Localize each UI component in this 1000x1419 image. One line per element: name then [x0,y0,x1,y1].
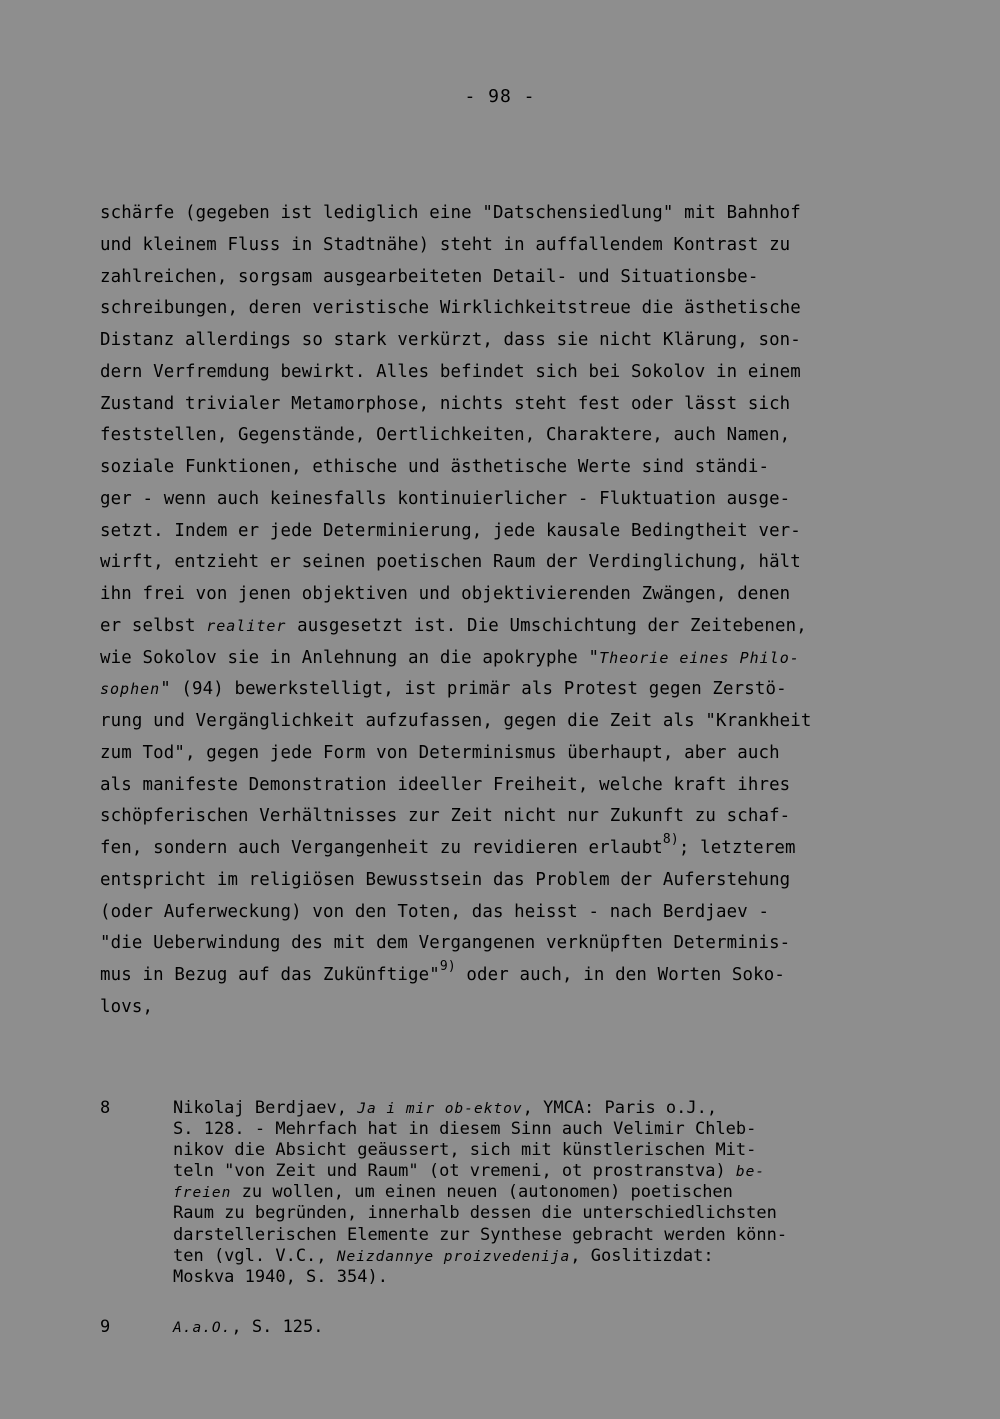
footnote-line: Raum zu begründen, innerhalb dessen die unterschiedlichsten [173,1203,777,1224]
footnote-number: 9 [100,1316,111,1337]
text-line [100,833,910,865]
text-line: "die Ueberwindung des mit dem Vergangenen verknüpften Determinis- [100,933,791,954]
text-line: zum Tod", gegen jede Form von Determinismus überhaupt, aber auch [100,742,780,763]
text-line: schreibungen, deren veristische Wirklichkeitstreue die ästhetische [100,298,801,319]
italic-term: freien [173,1185,232,1202]
text-line: entspricht im religiösen Bewusstsein das Problem der Auferstehung [100,869,791,890]
footnote-ref: 8) [662,832,679,847]
text-line: zahlreichen, sorgsam ausgearbeiteten Detail- und Situationsbe- [100,266,759,287]
italic-term: be- [735,1164,766,1181]
text-run: , Goslitizdat: [570,1245,714,1266]
footnote-9 [100,1317,920,1338]
italic-title: sophen [100,680,161,699]
footnote-ref: 9) [439,959,456,974]
italic-term: realiter [206,616,287,635]
text-run: oder auch, in den Worten Soko- [455,965,786,985]
footnote-number: 8 [100,1098,111,1118]
text-line [100,611,910,643]
text-line: soziale Funktionen, ethische und ästhetische Werte sind ständi- [100,457,770,477]
text-line [100,674,910,706]
text-run: ; letzterem [678,838,796,858]
text-line: Zustand trivialer Metamorphose, nichts steht fest oder lässt sich [100,393,791,414]
footnote-line [173,1317,913,1338]
text-line: feststellen, Gegenstände, Oertlichkeiten, Charaktere, auch Namen, [100,425,791,446]
footnote-line: Moskva 1940, S. 354). [173,1266,388,1287]
footnote-line [173,1182,913,1203]
footnote-body [173,1317,913,1338]
body-text [100,198,910,1024]
italic-title: Neizdannye proizvedenija [336,1248,571,1265]
text-line: Distanz allerdings so stark verkürzt, dass sie nicht Klärung, son- [100,330,801,350]
text-line: schärfe (gegeben ist lediglich eine "Datschensiedlung" mit Bahnhof [100,203,801,223]
text-line [100,643,910,675]
text-run: Nikolaj Berdjaev, [173,1098,358,1118]
italic-title: Theorie eines Philo- [599,648,800,667]
text-run: wie Sokolov sie in Anlehnung an die apokryphe " [100,647,600,668]
text-line: ger - wenn auch keinesfalls kontinuierlicher - Fluktuation ausge- [100,488,791,509]
footnote-line [173,1246,913,1267]
text-run: " (94) bewerkstelligt, ist primär als Protest gegen Zerstö- [160,679,787,700]
footnote-body [173,1098,913,1288]
text-line: ihn frei von jenen objektiven und objektivierenden Zwängen, denen [100,584,791,604]
text-line: wirft, entzieht er seinen poetischen Raum der Verdinglichung, hält [100,552,801,573]
footnote-line: nikov die Absicht geäussert, sich mit künstlerischen Mit- [173,1140,757,1161]
text-run: fen, sondern auch Vergangenheit zu revidieren erlaubt [100,838,663,858]
footnote-line [173,1161,913,1182]
footnote-line [173,1098,913,1119]
text-line: lovs, [100,996,154,1017]
text-line: dern Verfremdung bewirkt. Alles befindet sich bei Sokolov in einem [100,361,801,382]
text-line: rung und Vergänglichkeit aufzufassen, gegen die Zeit als "Krankheit [100,711,812,731]
text-run: mus in Bezug auf das Zukünftige" [100,965,440,985]
footnotes [100,1098,920,1338]
page-number: - 98 - [464,86,536,107]
text-run: teln "von Zeit und Raum" (ot vremeni, ot prostranstva) [173,1161,736,1182]
text-run: , S. 125. [231,1316,324,1337]
text-line: und kleinem Fluss in Stadtnähe) steht in auffallendem Kontrast zu [100,234,791,255]
text-run: ausgesetzt ist. Die Umschichtung der Zeitebenen, [286,615,807,636]
text-line: setzt. Indem er jede Determinierung, jede kausale Bedingtheit ver- [100,520,801,541]
text-run: zu wollen, um einen neuen (autonomen) poetischen [231,1182,733,1203]
text-run: ten (vgl. V.C., [173,1245,337,1266]
text-line: (oder Auferweckung) von den Toten, das heisst - nach Berdjaev - [100,901,770,922]
italic-title: Ja i mir ob-ektov [357,1101,523,1117]
italic-term: A.a.O. [173,1319,232,1336]
text-run: er selbst [100,615,207,636]
footnote-8 [100,1098,920,1288]
text-line: als manifeste Demonstration ideeller Freiheit, welche kraft ihres [100,774,791,795]
text-run: , YMCA: Paris o.J., [522,1098,718,1118]
footnote-line: darstellerischen Elemente zur Synthese gebracht werden könn- [173,1224,788,1245]
text-line [100,960,910,992]
footnote-line: S. 128. - Mehrfach hat in diesem Sinn auch Velimir Chleb- [173,1119,757,1140]
text-line: schöpferischen Verhältnisses zur Zeit nicht nur Zukunft zu schaf- [100,806,791,827]
